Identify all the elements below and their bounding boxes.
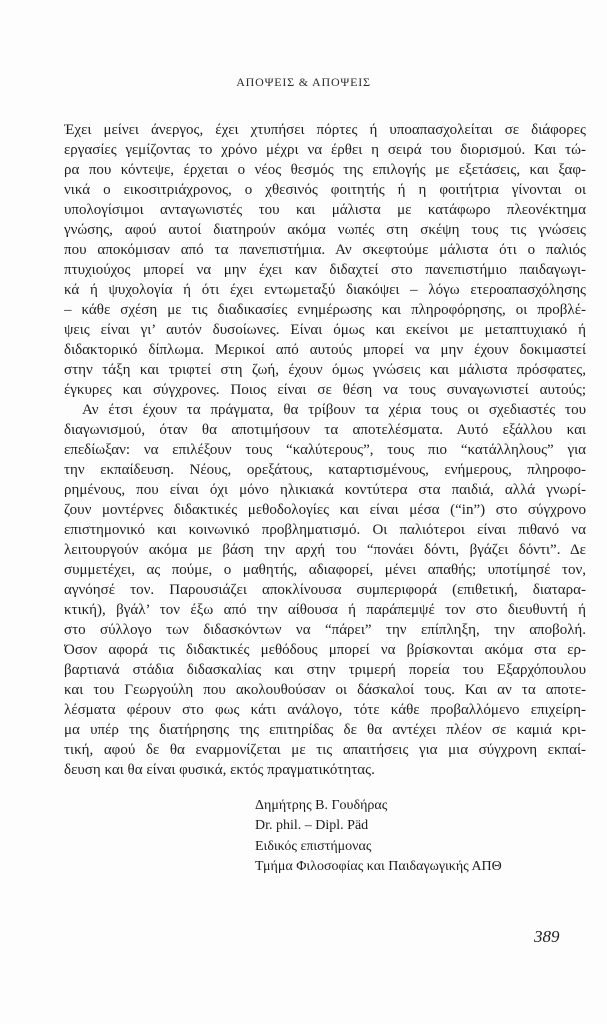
text-line: διαγωνισμού, όταν θα αποτιμήσουν τα αποτελέσματα. Αυτό εξάλλου και — [64, 422, 586, 438]
text-line: εργασίες γεμίζοντας το χρόνο μέχρι να έρθει η σειρά του διορισμού. Και τώ- — [64, 142, 586, 158]
text-line: στο σύλλογο των διδασκόντων να “πάρει” την επίπληξη, την αποβολή. — [64, 622, 586, 638]
page-number: 389 — [534, 927, 560, 946]
text-line: Αν έτσι έχουν τα πράγματα, θα τρίβουν τα χέρια τους οι σχεδιαστές του — [82, 402, 586, 418]
text-line: κά ή ψυχολογία ή ότι έχει εντωμεταξύ διακόψει – λόγω ετεροαπασχόλησης — [64, 282, 586, 298]
text-line: ζουν μοντέρνες διδακτικές μεθοδολογίες και είναι μέσα (“in”) στο σύγχρονο — [64, 502, 586, 518]
text-line: διδακτορικό δίπλωμα. Μερικοί από αυτούς μπορεί να μην έχουν δοκιμαστεί — [64, 342, 586, 358]
text-line: στην τάξη και τριφτεί στη ζωή, έχουν όμως γνώσεις και μάλιστα πρόσφατες, — [64, 362, 586, 378]
text-line: επεδίωξαν: να επιλέξουν τους “καλύτερους”, τους πιο “κατάλληλους” για — [64, 442, 586, 458]
text-line: Έχει μείνει άνεργος, έχει χτυπήσει πόρτες ή υποαπασχολείται σε διάφορες — [64, 122, 586, 138]
text-line: νικά ο εικοσιτριάχρονος, ο χθεσινός φοιτητής ή η φοιτήτρια γίνονται οι — [64, 182, 586, 198]
text-line: έγκυρες και σύγχρονες. Ποιος είναι σε θέση να τους συναγωνιστεί αυτούς; — [64, 382, 586, 398]
text-line: μα υπέρ της διατήρησης της επιτηρίδας δε θα αντέχει πλέον σε καμιά κρι- — [64, 722, 586, 738]
paragraph — [64, 400, 586, 780]
text-line: ρημένους, που είναι όχι μόνο ηλικιακά κοντύτερα στα παιδιά, αλλά γνωρί- — [64, 482, 586, 498]
text-line: που αποκόμισαν από τα πανεπιστήμια. Αν σκεφτούμε μάλιστα ότι ο παλιός — [64, 242, 586, 258]
text-line: Όσον αφορά τις διδακτικές μεθόδους μπορεί να βρίσκονται ακόμα στα ερ- — [64, 642, 586, 658]
text-line: δευση και θα είναι φυσικά, εκτός πραγματικότητας. — [64, 762, 375, 778]
author-role: Ειδικός επιστήμονας — [255, 838, 372, 854]
running-header: ΑΠΟΨΕΙΣ & ΑΠΟΨΕΙΣ — [236, 75, 371, 89]
text-line: επιστημονικό και κοινωνικό προβληματισμό. Οι παλιότεροι είναι πιθανό να — [64, 522, 586, 538]
article-body — [64, 120, 586, 780]
text-line: αγνόησέ τον. Παρουσιάζει αποκλίνουσα συμπεριφορά (επιθετική, διαταρα- — [64, 582, 586, 598]
author-degree: Dr. phil. – Dipl. Päd — [255, 818, 369, 834]
author-name: Δημήτρης Β. Γουδήρας — [255, 798, 388, 813]
text-line: κτική), βγάλ’ τον έξω από την αίθουσα ή παράπεμψέ τον στο διευθυντή ή — [64, 602, 586, 618]
text-line: τική, αφού δε θα εναρμονίζεται με τις απαιτήσεις για μια σύγχρονη εκπαί- — [64, 742, 586, 758]
text-line: πτυχιούχος μπορεί να μην έχει καν διδαχτεί στο πανεπιστήμιο παιδαγωγι- — [64, 262, 586, 278]
author-signature-block — [255, 796, 502, 878]
text-line: βαρτιανά στάδια διδασκαλίας και στην τριμερή πορεία του Εξαρχόπουλου — [64, 662, 586, 678]
text-line: υπολογίσιμοι ανταγωνιστές του και μάλιστα με κατάφωρο πλεονέκτημα — [64, 202, 586, 218]
text-line: την εκπαίδευση. Νέους, ορεξάτους, καταρτισμένους, ενήμερους, πληροφο- — [64, 462, 586, 478]
text-line: ρα που κόντεψε, έρχεται ο νέος θεσμός της επιλογής με εξετάσεις, και ξαφ- — [64, 162, 586, 178]
text-line: λέσματα φέρουν στο φως κάτι ανάλογο, τότε κάθε προβαλλόμενο επιχείρη- — [64, 702, 586, 718]
text-line: γνώσης, αφού αυτοί διατηρούν ακόμα νωπές στη σκέψη τους τις γνώσεις — [64, 222, 586, 238]
text-line: λειτουργούν ακόμα με βάση την αρχή του “πονάει δόντι, βγάζει δόντι”. Δε — [64, 542, 586, 558]
text-line: – κάθε σχέση με τις διαδικασίες ενημέρωσης και πληροφόρησης, οι προβλέ- — [64, 302, 586, 318]
text-line: ψεις είναι γι’ αυτόν δυσοίωνες. Είναι όμως και εκείνοι με μεταπτυχιακό ή — [64, 322, 586, 338]
text-line: συμμετέχει, ας πούμε, ο μαθητής, αδιαφορεί, μένει απαθής; υποτίμησέ τον, — [64, 562, 586, 578]
text-line: και του Γεωργούλη που ακολουθούσαν οι δάσκαλοί τους. Και αν τα αποτε- — [64, 682, 586, 698]
paragraph — [64, 120, 586, 400]
author-department: Τμήμα Φιλοσοφίας και Παιδαγωγικής ΑΠΘ — [255, 859, 502, 875]
